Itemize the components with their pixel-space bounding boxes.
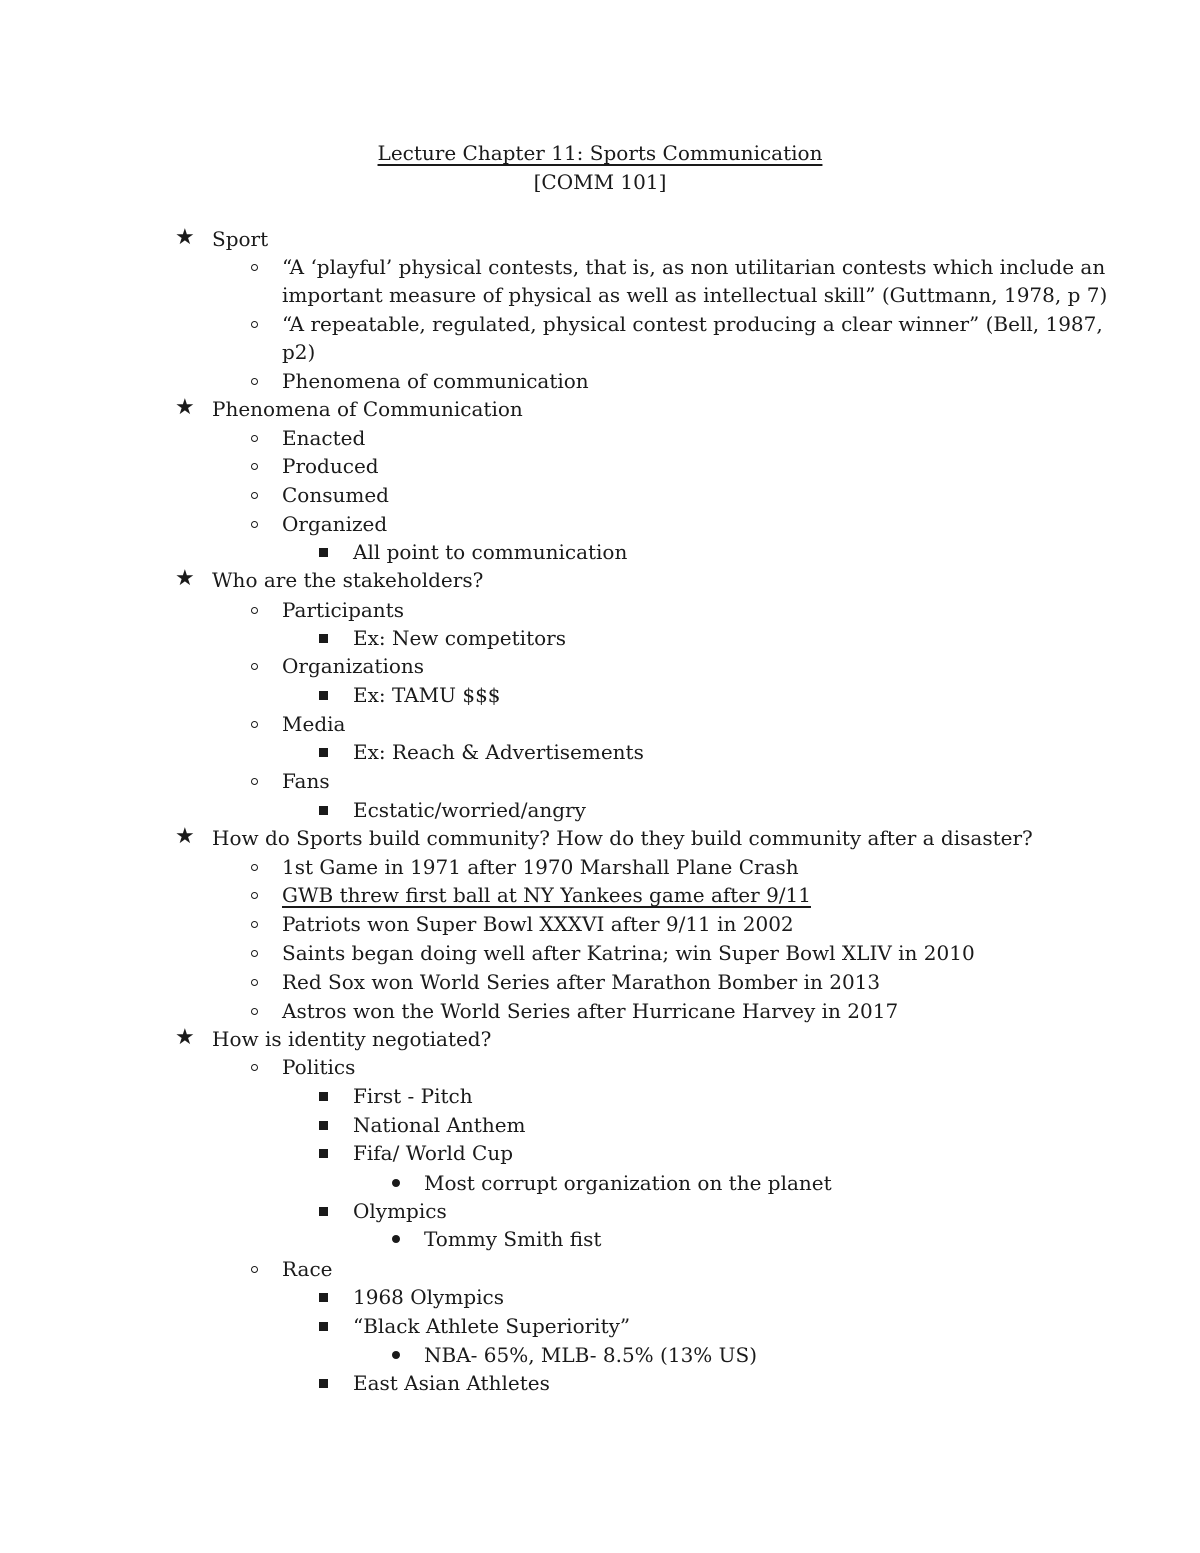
- course-code: [COMM 101]: [533, 170, 667, 194]
- circle-bullet-icon: [251, 721, 258, 728]
- outline-item-level-2: [282, 881, 811, 909]
- square-bullet-icon: [319, 1149, 328, 1158]
- outline-item-level-2: 1st Game in 1971 after 1970 Marshall Plane Crash: [282, 853, 799, 881]
- lecture-title: Lecture Chapter 11: Sports Communication: [377, 141, 823, 165]
- outline-item-level-1: ★ Sport: [175, 225, 269, 251]
- outline-item-level-2: Consumed: [282, 481, 389, 509]
- outline-item-level-2: Phenomena of communication: [282, 367, 589, 395]
- outline-item-level-2: Media: [282, 710, 345, 738]
- star-bullet-icon: ★: [175, 395, 195, 420]
- outline-item-level-3: 1968 Olympics: [353, 1283, 504, 1311]
- circle-bullet-icon: [251, 1008, 258, 1015]
- outline-item-level-3: Ex: Reach & Advertisements: [353, 738, 644, 766]
- square-bullet-icon: [319, 806, 328, 815]
- outline-item-level-2: Produced: [282, 452, 379, 480]
- outline-item-level-2: Enacted: [282, 424, 365, 452]
- dot-bullet-icon: [392, 1179, 400, 1187]
- outline-item-level-3: National Anthem: [353, 1111, 526, 1139]
- square-bullet-icon: [319, 1379, 328, 1388]
- outline-item-continuation: important measure of physical as well as intellectual skill” (Guttmann, 1978, p 7): [282, 283, 1108, 307]
- outline-item-level-3: Olympics: [353, 1197, 447, 1225]
- circle-bullet-icon: [251, 778, 258, 785]
- outline-item-level-2: Organizations: [282, 652, 424, 680]
- outline-item-level-3: All point to communication: [353, 538, 627, 566]
- circle-bullet-icon: [251, 979, 258, 986]
- outline-item-level-2: “A repeatable, regulated, physical contest producing a clear winner” (Bell, 1987,: [282, 310, 1103, 338]
- circle-bullet-icon: [251, 864, 258, 871]
- outline-item-level-2: Organized: [282, 510, 387, 538]
- square-bullet-icon: [319, 748, 328, 757]
- circle-bullet-icon: [251, 321, 258, 328]
- outline-item-level-2: Fans: [282, 767, 330, 795]
- outline-item-level-1: ★ How do Sports build community? How do they build community after a disaster?: [175, 824, 1033, 850]
- star-bullet-icon: ★: [175, 824, 195, 849]
- circle-bullet-icon: [251, 892, 258, 899]
- square-bullet-icon: [319, 691, 328, 700]
- circle-bullet-icon: [251, 521, 258, 528]
- square-bullet-icon: [319, 1092, 328, 1101]
- outline-item-level-4: Most corrupt organization on the planet: [424, 1169, 832, 1197]
- outline-item-level-4: Tommy Smith fist: [424, 1225, 601, 1253]
- outline-item-level-2: Patriots won Super Bowl XXXVI after 9/11 in 2002: [282, 910, 794, 938]
- outline-item-level-2: Participants: [282, 596, 404, 624]
- circle-bullet-icon: [251, 607, 258, 614]
- circle-bullet-icon: [251, 435, 258, 442]
- outline-item-level-2: Saints began doing well after Katrina; win Super Bowl XLIV in 2010: [282, 939, 975, 967]
- outline-item-level-1: ★ Phenomena of Communication: [175, 395, 523, 421]
- outline-item-level-1: ★ Who are the stakeholders?: [175, 566, 484, 592]
- circle-bullet-icon: [251, 950, 258, 957]
- star-bullet-icon: ★: [175, 1025, 195, 1050]
- circle-bullet-icon: [251, 663, 258, 670]
- outline-item-level-3: “Black Athlete Superiority”: [353, 1312, 630, 1340]
- outline-item-level-2: Red Sox won World Series after Marathon Bomber in 2013: [282, 968, 880, 996]
- square-bullet-icon: [319, 1322, 328, 1331]
- circle-bullet-icon: [251, 463, 258, 470]
- circle-bullet-icon: [251, 264, 258, 271]
- square-bullet-icon: [319, 1121, 328, 1130]
- star-bullet-icon: ★: [175, 225, 195, 250]
- square-bullet-icon: [319, 548, 328, 557]
- square-bullet-icon: [319, 634, 328, 643]
- outline-item-level-2: Politics: [282, 1053, 355, 1081]
- outline-item-level-3: First - Pitch: [353, 1082, 473, 1110]
- outline-item-level-2: Race: [282, 1255, 332, 1283]
- circle-bullet-icon: [251, 492, 258, 499]
- outline-item-level-4: NBA- 65%, MLB- 8.5% (13% US): [424, 1341, 757, 1369]
- underlined-text: GWB threw first ball at NY Yankees game after 9/11: [282, 883, 811, 907]
- circle-bullet-icon: [251, 1266, 258, 1273]
- outline-item-level-3: Ecstatic/worried/angry: [353, 796, 586, 824]
- circle-bullet-icon: [251, 378, 258, 385]
- square-bullet-icon: [319, 1207, 328, 1216]
- dot-bullet-icon: [392, 1235, 400, 1243]
- square-bullet-icon: [319, 1293, 328, 1302]
- outline-item-level-1: ★ How is identity negotiated?: [175, 1025, 492, 1051]
- dot-bullet-icon: [392, 1351, 400, 1359]
- outline-item-level-3: Fifa/ World Cup: [353, 1139, 513, 1167]
- star-bullet-icon: ★: [175, 566, 195, 591]
- outline-item-continuation: p2): [282, 340, 316, 364]
- circle-bullet-icon: [251, 1064, 258, 1071]
- circle-bullet-icon: [251, 921, 258, 928]
- outline-item-level-2: “A ‘playful’ physical contests, that is, as non utilitarian contests which include an: [282, 253, 1105, 281]
- outline-item-level-3: Ex: TAMU $$$: [353, 681, 501, 709]
- outline-item-level-2: Astros won the World Series after Hurricane Harvey in 2017: [282, 997, 898, 1025]
- outline-item-level-3: Ex: New competitors: [353, 624, 566, 652]
- outline-item-level-3: East Asian Athletes: [353, 1369, 550, 1397]
